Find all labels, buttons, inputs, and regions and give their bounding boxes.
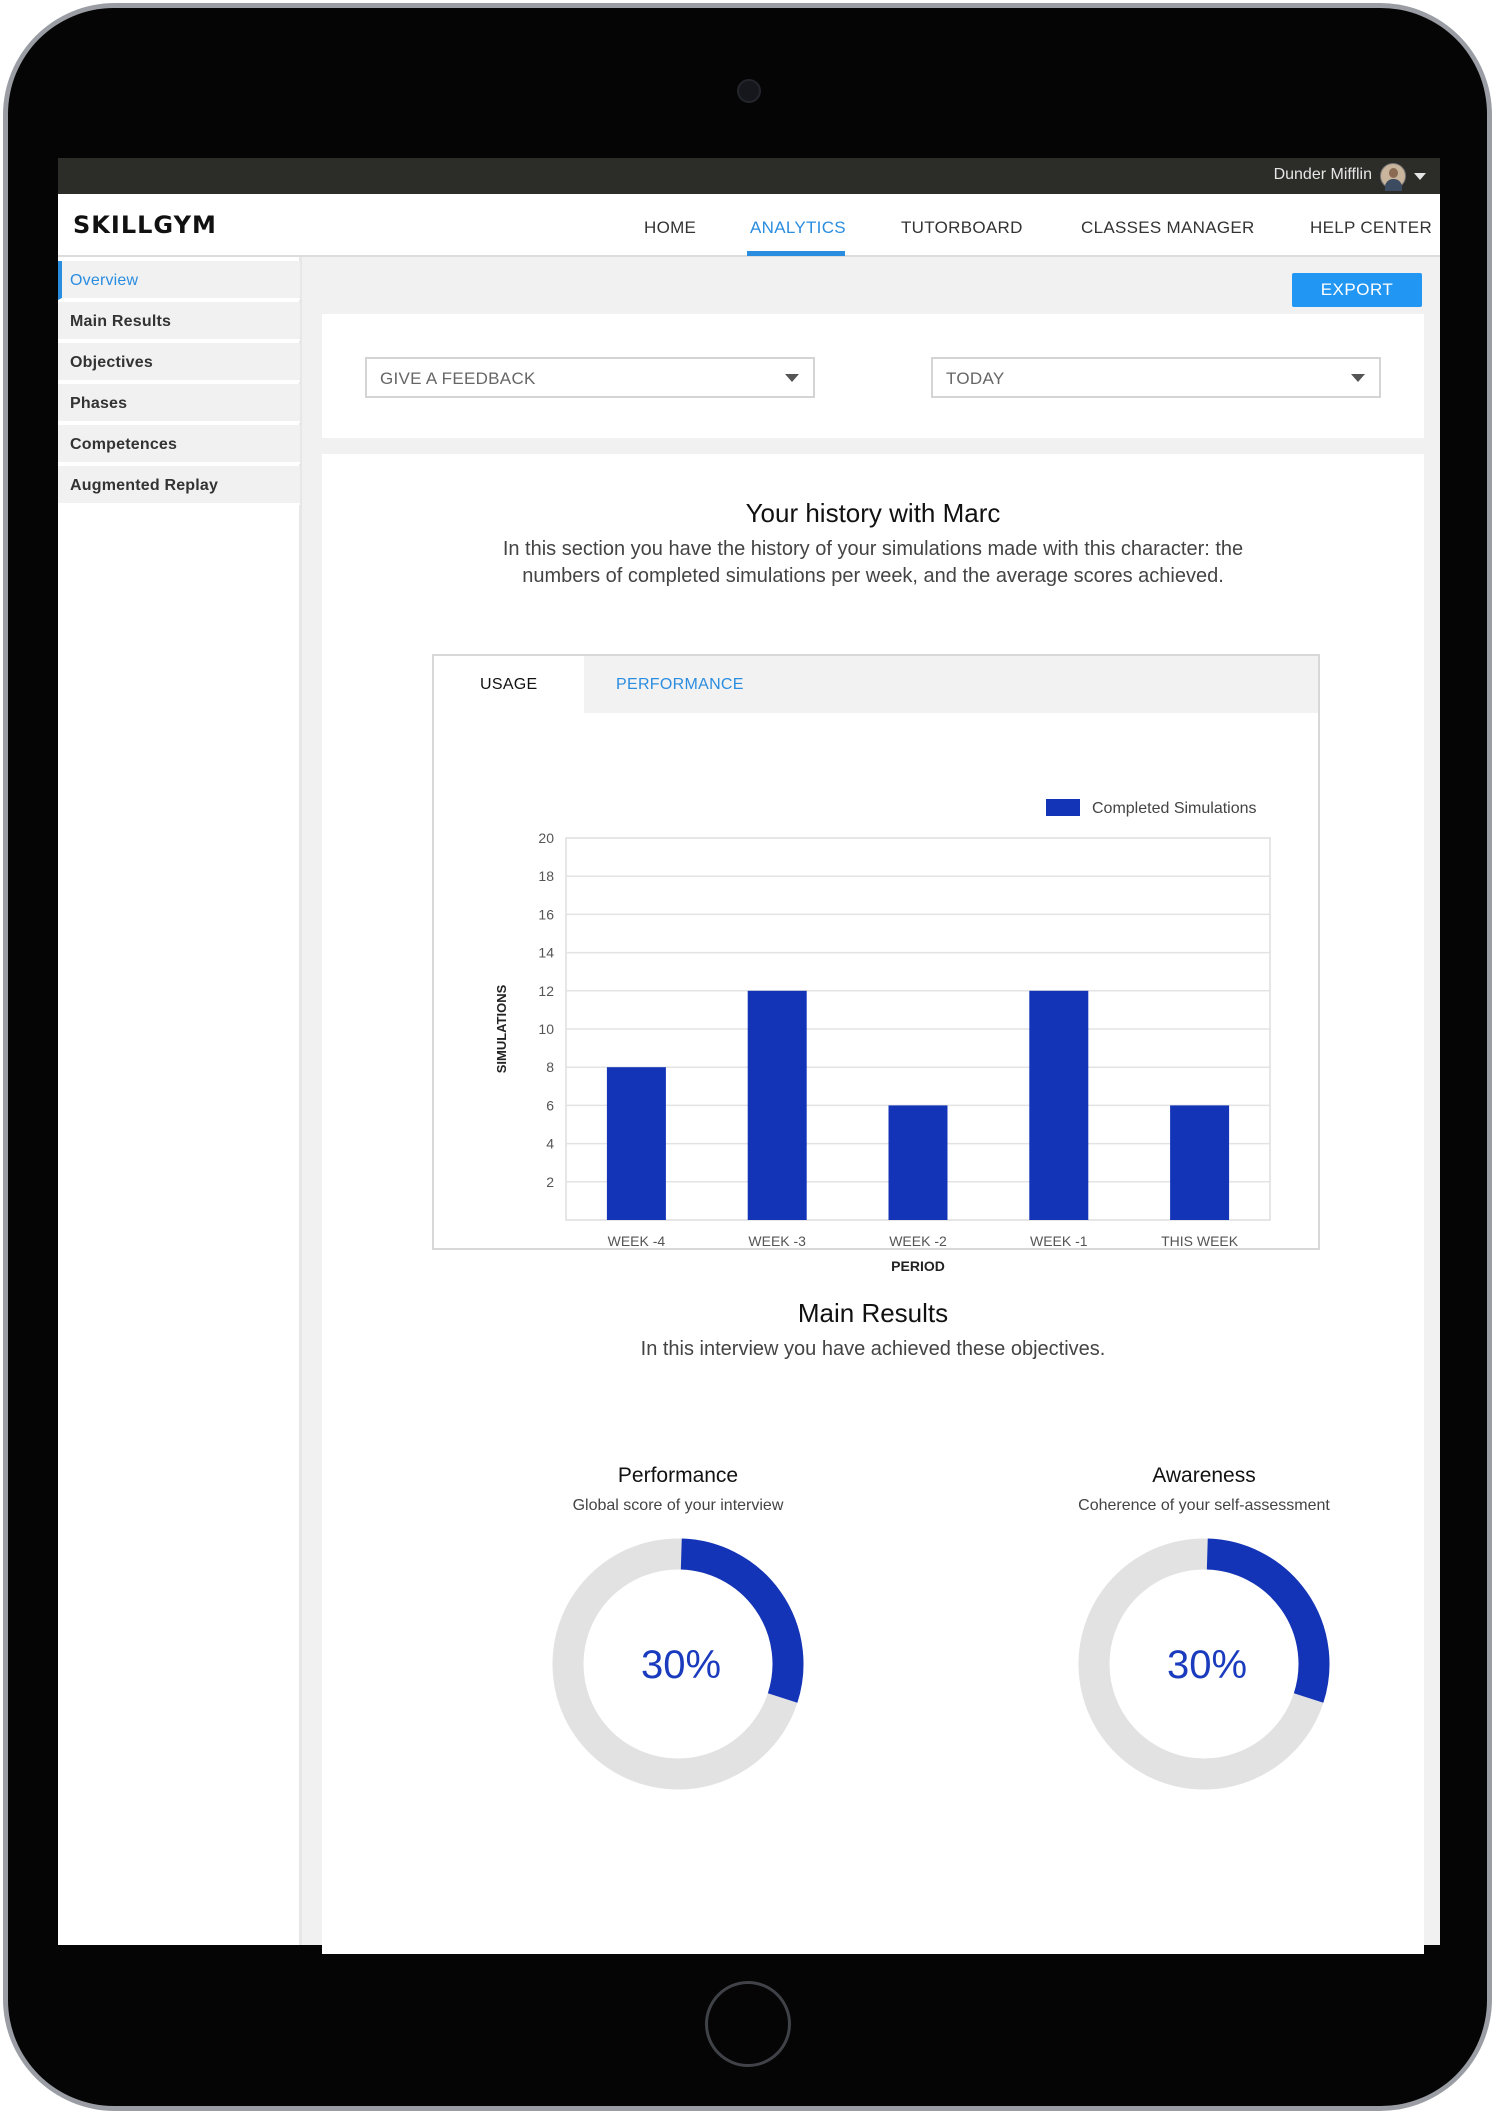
metric-subtitle: Coherence of your self-assessment [1078, 1497, 1330, 1514]
legend-swatch [1046, 799, 1080, 816]
performance-donut [548, 1534, 808, 1794]
bar[interactable] [607, 1067, 666, 1220]
y-tick-label: 20 [538, 830, 554, 846]
bar[interactable] [748, 991, 807, 1220]
y-tick-label: 6 [546, 1097, 554, 1114]
sidebar-item-augmented-replay[interactable] [58, 466, 300, 505]
chart-tabs [434, 656, 1318, 713]
nav-classes-manager[interactable]: CLASSES MANAGER [1081, 218, 1255, 237]
sidebar-item-label: Competences [70, 436, 178, 453]
screen [58, 158, 1440, 1945]
main-nav [58, 194, 1440, 257]
y-tick-label: 2 [546, 1173, 554, 1190]
x-tick-label: WEEK -3 [748, 1233, 806, 1249]
metric-title: Awareness [1152, 1464, 1256, 1487]
camera-icon [737, 79, 761, 103]
history-description: In this section you have the history of your simulations made with this character: the numbers of completed simulations per week, and the average scores achieved. [502, 538, 1244, 587]
sidebar-item-label: Phases [70, 395, 128, 412]
nav-tutorboard[interactable]: TUTORBOARD [901, 218, 1023, 237]
main-results-description: In this interview you have achieved these objectives. [640, 1338, 1106, 1360]
nav-analytics[interactable]: ANALYTICS [750, 218, 846, 237]
usage-bar-chart [434, 713, 1318, 1274]
y-axis-title: SIMULATIONS [494, 984, 509, 1074]
account-name[interactable]: Dunder Mifflin [1273, 166, 1372, 183]
legend-label: Completed Simulations [1092, 800, 1257, 817]
sidebar-item-label: Objectives [70, 354, 153, 371]
tab-label: USAGE [480, 676, 538, 693]
tab-label: PERFORMANCE [616, 676, 744, 693]
nav-help-center[interactable]: HELP CENTER [1310, 218, 1433, 237]
y-tick-label: 8 [546, 1059, 554, 1076]
chevron-down-icon [1351, 374, 1365, 382]
y-tick-label: 16 [538, 906, 554, 923]
content-panel [322, 454, 1424, 1954]
nav-home[interactable]: HOME [644, 218, 697, 237]
x-tick-label: WEEK -4 [607, 1233, 666, 1249]
history-title: Your history with Marc [745, 498, 1001, 528]
chevron-down-icon[interactable] [1414, 173, 1426, 180]
donut-value: 30% [1166, 1643, 1248, 1687]
chart-card [432, 654, 1320, 1274]
sidebar-item-main-results[interactable] [58, 302, 300, 341]
bar[interactable] [1029, 991, 1088, 1220]
feedback-select-value: GIVE A FEEDBACK [380, 369, 536, 388]
home-button[interactable] [705, 1981, 791, 2067]
feedback-select[interactable] [365, 357, 815, 398]
x-tick-label: WEEK -1 [1030, 1233, 1088, 1249]
y-tick-label: 4 [546, 1135, 554, 1152]
sidebar-item-objectives[interactable] [58, 343, 300, 382]
export-button[interactable]: EXPORT [1292, 273, 1422, 307]
tab-performance[interactable] [584, 656, 784, 713]
sidebar-item-phases[interactable] [58, 384, 300, 423]
avatar[interactable] [1380, 163, 1406, 189]
sidebar [58, 257, 302, 1945]
x-tick-label: THIS WEEK [1161, 1233, 1239, 1249]
donut-value: 30% [640, 1643, 722, 1687]
sidebar-item-overview[interactable] [58, 261, 300, 300]
period-select[interactable] [931, 357, 1381, 398]
sidebar-item-label: Overview [70, 272, 139, 289]
period-select-value: TODAY [946, 369, 1005, 388]
logo[interactable]: SKILLGYM [73, 211, 217, 239]
sidebar-item-label: Main Results [70, 313, 172, 330]
bar[interactable] [889, 1105, 948, 1220]
main-results-title: Main Results [797, 1298, 949, 1328]
active-nav-indicator [747, 251, 845, 256]
filter-panel [322, 314, 1424, 438]
account-bar [58, 158, 1440, 194]
y-tick-label: 10 [538, 1021, 554, 1037]
metric-subtitle: Global score of your interview [572, 1497, 784, 1514]
y-tick-label: 18 [538, 868, 554, 885]
awareness-donut [1074, 1534, 1334, 1794]
x-tick-label: WEEK -2 [889, 1233, 947, 1249]
y-tick-label: 12 [538, 982, 554, 999]
x-axis-title: PERIOD [891, 1258, 945, 1274]
y-tick-label: 14 [538, 944, 554, 961]
sidebar-item-competences[interactable] [58, 425, 300, 464]
sidebar-item-label: Augmented Replay [70, 477, 219, 494]
chevron-down-icon [785, 374, 799, 382]
bar[interactable] [1170, 1105, 1229, 1220]
tab-usage[interactable] [434, 656, 584, 713]
metric-title: Performance [617, 1464, 739, 1487]
